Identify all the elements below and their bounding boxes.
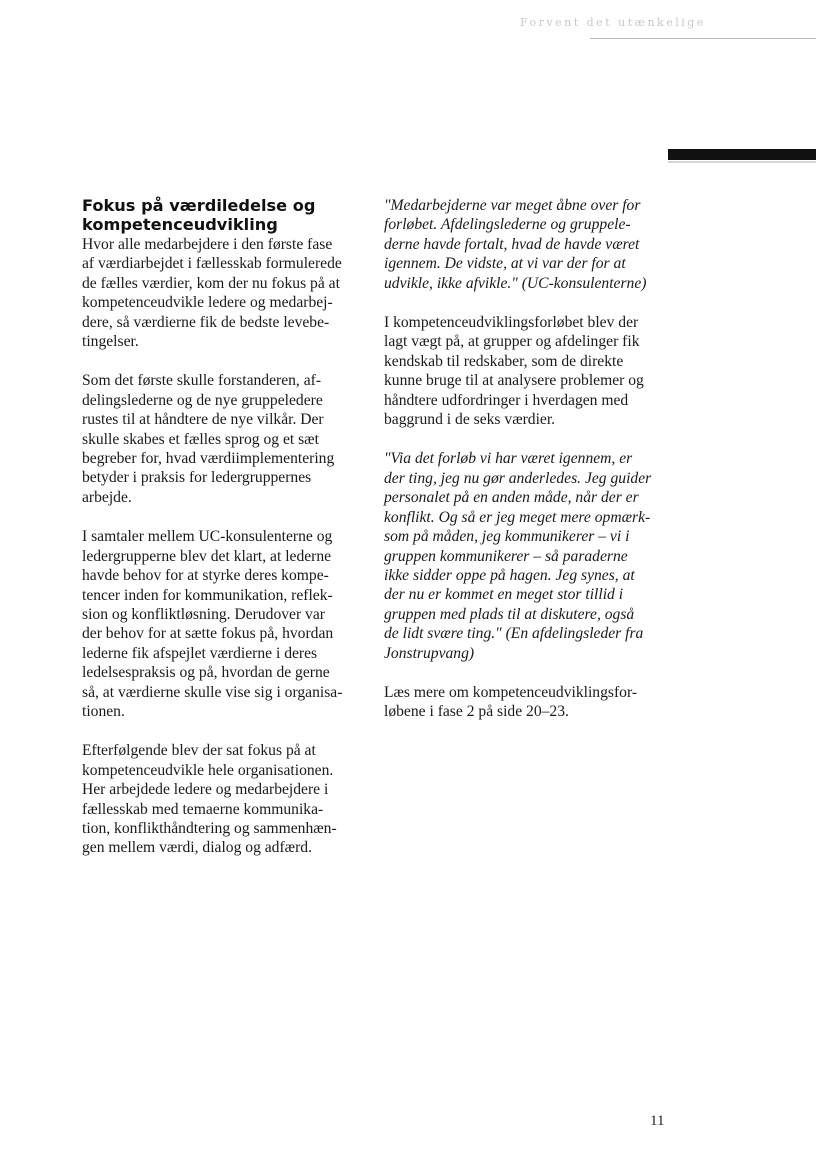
body-paragraph: Hvor alle medarbejdere i den første fase af værdiarbejdet i fællesskab formulerede de fælles værdier, kom der nu fokus på at kompetenceudvikle ledere og medarbej- dere, så værdierne fik de bedste levebe- tingelser. [82,236,342,351]
page-number: 11 [650,1113,665,1129]
section-heading: Fokus på værdiledelse og kompetenceudvikling [82,196,316,234]
running-title: Forvent det utænkelige [520,16,706,29]
decorative-bar-shadow [668,161,816,163]
header-rule [590,38,816,39]
running-header [520,16,816,29]
right-column [384,196,666,742]
quote-consultants: "Medarbejderne var meget åbne over for forløbet. Afdelingslederne og gruppele- derne havde fortalt, hvad de havde været igennem. De vidste, at vi var der for at udvikle, ikke afvikle." (UC-konsulenterne) [384,197,647,292]
cross-reference-paragraph: Læs mere om kompetenceudviklingsfor- løbene i fase 2 på side 20–23. [384,683,638,721]
body-paragraph: Som det første skulle forstanderen, af- delingslederne og de nye gruppeledere rustes til at håndtere de nye vilkår. Der skulle skabes et fælles sprog og et sæt begreber for, hvad værdiimplementering betyder i praksis for ledergruppernes arbejde. [82,372,335,506]
decorative-black-bar [668,149,816,160]
body-paragraph: Efterfølgende blev der sat fokus på at kompetenceudvikle hele organisationen. Her arbejdede ledere og medarbejdere i fællesskab med temaerne kommunika- tion, konflikthåndtering og sammenhæn- gen mellem værdi, dialog og adfærd. [82,742,337,857]
left-column [82,196,364,878]
body-paragraph: I samtaler mellem UC-konsulenterne og ledergrupperne blev det klart, at lederne havde behov for at styrke deres kompe- tencer inden for kommunikation, reflek- sion og konfliktløsning. Derudover var der behov for at sætte fokus på, hvordan lederne fik afspejlet værdierne i deres ledelsespraksis og på, hvordan de gerne så, at værdierne skulle vise sig i organisa- tionen. [82,528,343,720]
quote-department-leader: "Via det forløb vi har været igennem, er der ting, jeg nu gør anderledes. Jeg guider personalet på en anden måde, når der er konflikt. Og så er jeg meget mere opmærk- som på måden, jeg kommunikerer – vi i gruppen kommunikerer – så paraderne ikke sidder oppe på hagen. Jeg synes, at der nu er kommet en meget stor tillid i gruppen med plads til at diskutere, også de lidt svære ting." (En afdelingsleder fra Jonstrupvang) [384,450,652,662]
body-paragraph: I kompetenceudviklingsforløbet blev der lagt vægt på, at grupper og afdelinger fik kendskab til redskaber, som de direkte kunne bruge til at analysere problemer og håndtere udfordringer i hverdagen med baggrund i de seks værdier. [384,314,644,429]
